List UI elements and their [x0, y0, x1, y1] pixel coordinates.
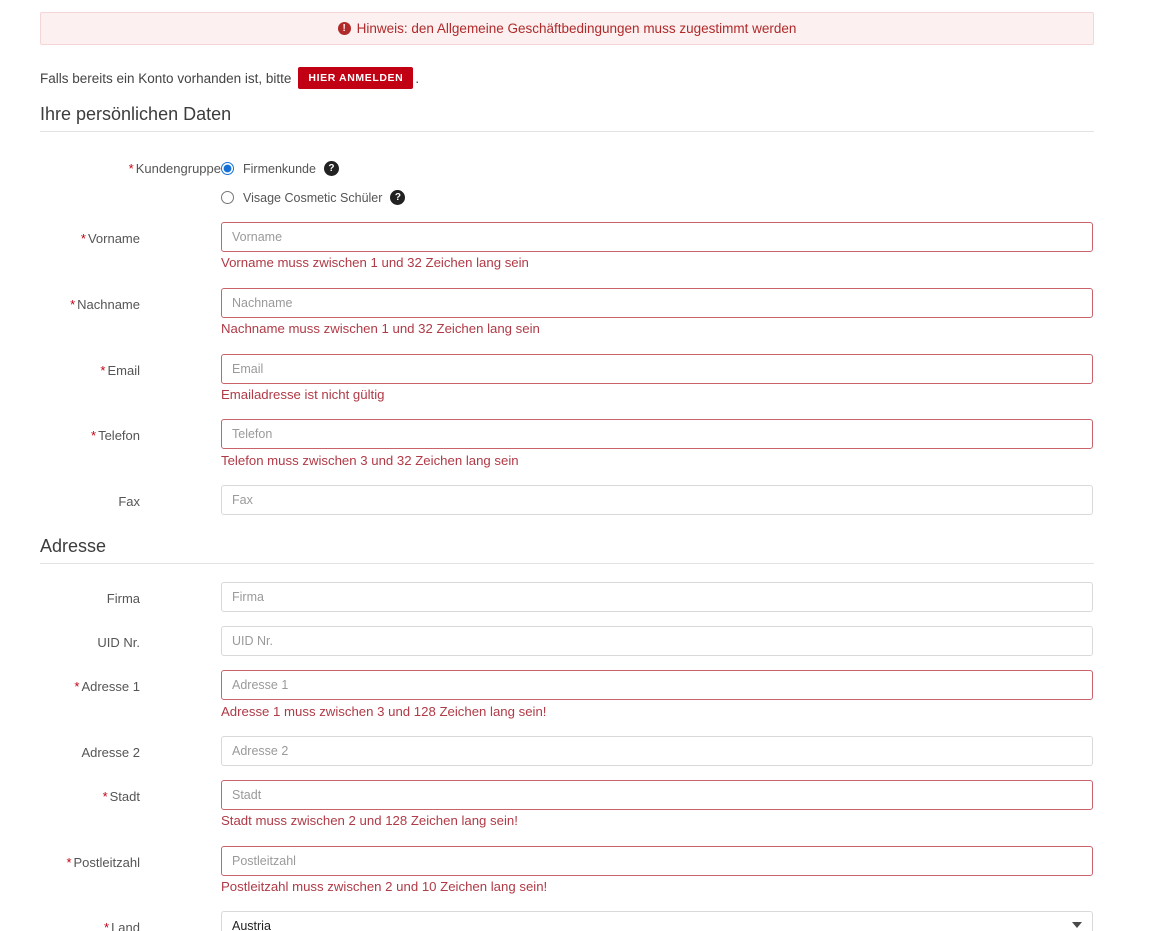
label-adresse1 — [0, 679, 140, 694]
label-text: Adresse 1 — [81, 679, 140, 694]
vorname-error: Vorname muss zwischen 1 und 32 Zeichen lang sein — [221, 255, 529, 270]
login-prompt-trailing: . — [415, 70, 420, 86]
telefon-error: Telefon muss zwischen 3 und 32 Zeichen lang sein — [221, 453, 519, 468]
label-text: Land — [111, 920, 140, 931]
required-marker: * — [66, 855, 72, 870]
label-text: Stadt — [109, 789, 140, 804]
label-text: Vorname — [87, 231, 140, 246]
required-marker: * — [70, 297, 76, 312]
radio-option-firmenkunde[interactable] — [221, 161, 339, 176]
label-telefon — [0, 428, 140, 443]
adresse1-input[interactable] — [221, 670, 1093, 700]
postleitzahl-input[interactable] — [221, 846, 1093, 876]
radio-firmenkunde-input[interactable] — [221, 162, 234, 175]
label-nachname — [0, 297, 140, 312]
label-fax — [0, 494, 140, 509]
label-postleitzahl — [0, 855, 140, 870]
label-firma — [0, 591, 140, 606]
land-select[interactable] — [221, 911, 1093, 931]
email-error: Emailadresse ist nicht gültig — [221, 387, 385, 402]
label-text: Fax — [118, 494, 140, 509]
adresse2-input[interactable] — [221, 736, 1093, 766]
help-icon[interactable]: ? — [390, 190, 405, 205]
required-marker: * — [104, 920, 110, 931]
label-text: Firma — [106, 591, 140, 606]
uid-input[interactable] — [221, 626, 1093, 656]
vorname-input[interactable] — [221, 222, 1093, 252]
section-divider-address — [40, 563, 1094, 564]
required-marker: * — [74, 679, 80, 694]
radio-firmenkunde-label: Firmenkunde — [243, 161, 316, 176]
label-kundengruppe — [41, 161, 221, 176]
label-adresse2 — [0, 745, 140, 760]
fax-input[interactable] — [221, 485, 1093, 515]
land-select-wrapper[interactable] — [221, 911, 1093, 931]
telefon-input[interactable] — [221, 419, 1093, 449]
label-vorname — [0, 231, 140, 246]
required-marker: * — [102, 789, 108, 804]
login-prompt — [40, 67, 419, 89]
label-email — [0, 363, 140, 378]
email-input[interactable] — [221, 354, 1093, 384]
label-text: Kundengruppe — [135, 161, 221, 176]
postleitzahl-error: Postleitzahl muss zwischen 2 und 10 Zeichen lang sein! — [221, 879, 548, 894]
required-marker: * — [100, 363, 106, 378]
radio-visage-schueler-input[interactable] — [221, 191, 234, 204]
required-marker: * — [91, 428, 97, 443]
section-divider-personal — [40, 131, 1094, 132]
firma-input[interactable] — [221, 582, 1093, 612]
login-here-button[interactable]: HIER ANMELDEN — [298, 67, 413, 89]
label-text: Nachname — [77, 297, 140, 312]
required-marker: * — [80, 231, 86, 246]
section-title-address: Adresse — [40, 536, 107, 556]
validation-alert-text: Hinweis: den Allgemeine Geschäftbedingungen muss zugestimmt werden — [356, 21, 797, 36]
label-text: UID Nr. — [97, 635, 140, 650]
validation-alert — [40, 12, 1094, 45]
radio-option-visage-schueler[interactable] — [221, 190, 405, 205]
stadt-error: Stadt muss zwischen 2 und 128 Zeichen lang sein! — [221, 813, 518, 828]
label-uid — [0, 635, 140, 650]
label-text: Postleitzahl — [73, 855, 140, 870]
stadt-input[interactable] — [221, 780, 1093, 810]
radio-visage-schueler-label: Visage Cosmetic Schüler — [243, 190, 383, 205]
label-land — [0, 920, 140, 931]
label-text: Adresse 2 — [81, 745, 140, 760]
nachname-error: Nachname muss zwischen 1 und 32 Zeichen lang sein — [221, 321, 540, 336]
help-icon[interactable]: ? — [324, 161, 339, 176]
section-title-personal: Ihre persönlichen Daten — [40, 104, 232, 124]
required-marker: * — [128, 161, 134, 176]
label-stadt — [0, 789, 140, 804]
adresse1-error: Adresse 1 muss zwischen 3 und 128 Zeichen lang sein! — [221, 704, 547, 719]
exclamation-circle-icon: ! — [338, 22, 351, 35]
nachname-input[interactable] — [221, 288, 1093, 318]
label-text: Email — [107, 363, 140, 378]
label-text: Telefon — [98, 428, 140, 443]
login-prompt-text: Falls bereits ein Konto vorhanden ist, bitte — [40, 70, 292, 86]
